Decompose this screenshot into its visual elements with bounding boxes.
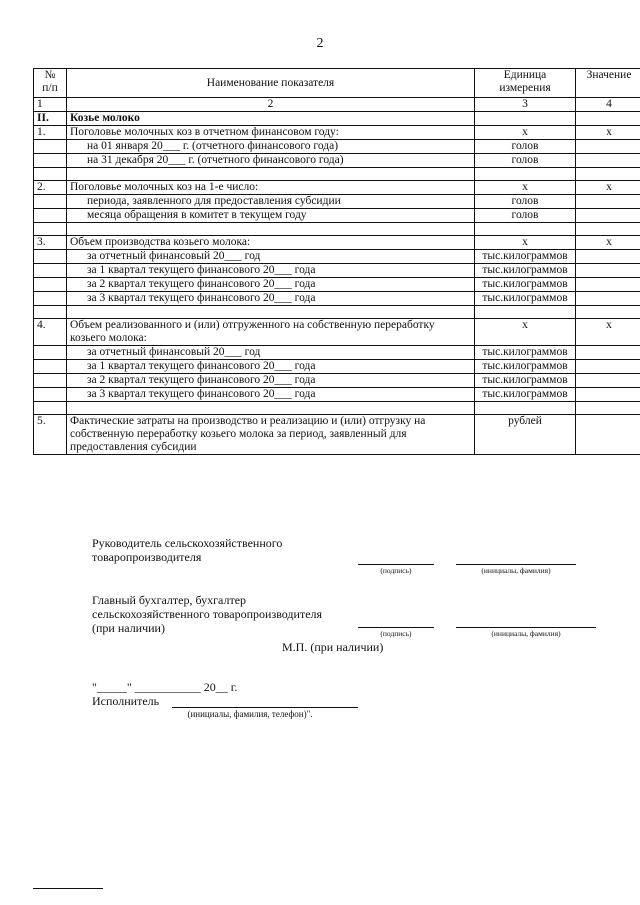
row-name: за 1 квартал текущего финансового 20___ года (67, 264, 475, 278)
row-num (34, 140, 67, 154)
row-num (34, 360, 67, 374)
executor-line (172, 707, 358, 708)
table-row (34, 402, 640, 415)
row-value (576, 292, 640, 306)
row-value (576, 374, 640, 388)
head-title: Руководитель сельскохозяйственного товаропроизводителя (92, 536, 283, 564)
row-name: за отчетный финансовый 20___ год (67, 250, 475, 264)
row-value (576, 264, 640, 278)
row-name: Объем производства козьего молока: (67, 236, 475, 250)
row-name: за 2 квартал текущего финансового 20___ года (67, 278, 475, 292)
header-value: Значение (576, 69, 640, 98)
row-unit: х (475, 236, 576, 250)
row-value (576, 278, 640, 292)
index-cell: 2 (67, 98, 475, 112)
index-cell: 3 (475, 98, 576, 112)
table-index-row (34, 98, 640, 112)
row-name: за 3 квартал текущего финансового 20___ года (67, 292, 475, 306)
head-signature-line (358, 564, 434, 565)
row-unit: голов (475, 154, 576, 168)
date-line: "_____" ___________ 20__ г. (92, 680, 238, 694)
table-row (34, 126, 640, 140)
row-num (34, 292, 67, 306)
row-value (576, 388, 640, 402)
row-value (576, 168, 640, 181)
accountant-signature-line (358, 627, 434, 628)
row-unit: голов (475, 209, 576, 223)
row-num: 3. (34, 236, 67, 250)
row-unit: тыс.килограммов (475, 264, 576, 278)
section-title: Козье молоко (67, 112, 475, 126)
header-num: № п/п (34, 69, 67, 98)
row-value: х (576, 319, 640, 346)
row-unit: тыс.килограммов (475, 388, 576, 402)
row-unit: рублей (475, 415, 576, 455)
row-name (67, 402, 475, 415)
row-num (34, 402, 67, 415)
row-num (34, 388, 67, 402)
table-row (34, 346, 640, 360)
accountant-initials-line (456, 627, 596, 628)
table-header-row (34, 69, 640, 98)
row-name: на 01 января 20___ г. (отчетного финансового года) (67, 140, 475, 154)
row-unit (475, 168, 576, 181)
section-empty (475, 112, 576, 126)
index-cell: 4 (576, 98, 640, 112)
section-num: II. (34, 112, 67, 126)
row-num (34, 168, 67, 181)
row-num (34, 250, 67, 264)
row-unit: тыс.килограммов (475, 292, 576, 306)
table-row (34, 168, 640, 181)
row-value (576, 140, 640, 154)
executor-label: Исполнитель (92, 694, 160, 708)
row-value (576, 209, 640, 223)
table-row (34, 236, 640, 250)
row-name: Поголовье молочных коз на 1-е число: (67, 181, 475, 195)
row-unit: х (475, 319, 576, 346)
row-name (67, 223, 475, 236)
table-row (34, 306, 640, 319)
row-num (34, 346, 67, 360)
table-row (34, 195, 640, 209)
row-value (576, 154, 640, 168)
row-num: 4. (34, 319, 67, 346)
row-unit: голов (475, 195, 576, 209)
head-initials-line (456, 564, 576, 565)
header-name: Наименование показателя (67, 69, 475, 98)
accountant-title: Главный бухгалтер, бухгалтер сельскохозяйственного товаропроизводителя (при наличии) (92, 593, 323, 635)
row-unit: х (475, 181, 576, 195)
row-name: Объем реализованного и (или) отгруженного на собственную переработку козьего молока: (67, 319, 475, 346)
row-value (576, 360, 640, 374)
row-name: Фактические затраты на производство и реализацию и (или) отгрузку на собственную переработку козьего молока за период, заявленный для предоставления субсидии (67, 415, 475, 455)
row-num (34, 264, 67, 278)
row-value: х (576, 181, 640, 195)
row-name: за отчетный финансовый 20___ год (67, 346, 475, 360)
row-value: х (576, 236, 640, 250)
table-row (34, 360, 640, 374)
row-unit: х (475, 126, 576, 140)
row-name: Поголовье молочных коз в отчетном финансовом году: (67, 126, 475, 140)
row-unit: тыс.килограммов (475, 278, 576, 292)
row-num: 5. (34, 415, 67, 455)
row-num (34, 374, 67, 388)
header-unit: Единица измерения (475, 69, 576, 98)
table-row (34, 181, 640, 195)
accountant-initials-caption: (инициалы, фамилия) (491, 629, 561, 638)
row-value (576, 195, 640, 209)
table-row (34, 154, 640, 168)
page-number: 2 (316, 36, 324, 51)
row-name (67, 306, 475, 319)
row-num (34, 209, 67, 223)
row-name: за 1 квартал текущего финансового 20___ года (67, 360, 475, 374)
indicators-table (33, 68, 640, 455)
row-unit (475, 402, 576, 415)
table-row (34, 319, 640, 346)
row-name: периода, заявленного для предоставления субсидии (67, 195, 475, 209)
row-num: 1. (34, 126, 67, 140)
row-unit (475, 306, 576, 319)
row-num (34, 223, 67, 236)
table-row (34, 264, 640, 278)
table-row (34, 292, 640, 306)
row-name: за 3 квартал текущего финансового 20___ года (67, 388, 475, 402)
table-row (34, 374, 640, 388)
row-unit: тыс.килограммов (475, 360, 576, 374)
table-row (34, 415, 640, 455)
row-name: на 31 декабря 20___ г. (отчетного финансового года) (67, 154, 475, 168)
row-value (576, 306, 640, 319)
table-row (34, 278, 640, 292)
executor-caption: (инициалы, фамилия, телефон)". (187, 709, 313, 719)
stamp-note: М.П. (при наличии) (282, 640, 384, 654)
accountant-signature-caption: (подпись) (380, 629, 412, 638)
row-num: 2. (34, 181, 67, 195)
row-unit: тыс.килограммов (475, 374, 576, 388)
section-empty (576, 112, 640, 126)
row-name: месяца обращения в комитет в текущем году (67, 209, 475, 223)
row-unit: голов (475, 140, 576, 154)
row-num (34, 195, 67, 209)
table-row (34, 223, 640, 236)
row-value (576, 415, 640, 455)
row-value (576, 346, 640, 360)
table-row (34, 388, 640, 402)
section-row (34, 112, 640, 126)
table-row (34, 140, 640, 154)
table-row (34, 209, 640, 223)
row-unit (475, 223, 576, 236)
row-unit: тыс.килограммов (475, 346, 576, 360)
row-num (34, 154, 67, 168)
head-initials-caption: (инициалы, фамилия) (481, 566, 551, 575)
index-cell: 1 (34, 98, 67, 112)
row-value (576, 223, 640, 236)
row-value (576, 250, 640, 264)
table-row (34, 250, 640, 264)
row-num (34, 306, 67, 319)
head-signature-caption: (подпись) (380, 566, 412, 575)
row-name: за 2 квартал текущего финансового 20___ года (67, 374, 475, 388)
row-name (67, 168, 475, 181)
row-value (576, 402, 640, 415)
row-unit: тыс.килограммов (475, 250, 576, 264)
row-value: х (576, 126, 640, 140)
row-num (34, 278, 67, 292)
footnote-divider (33, 888, 103, 889)
